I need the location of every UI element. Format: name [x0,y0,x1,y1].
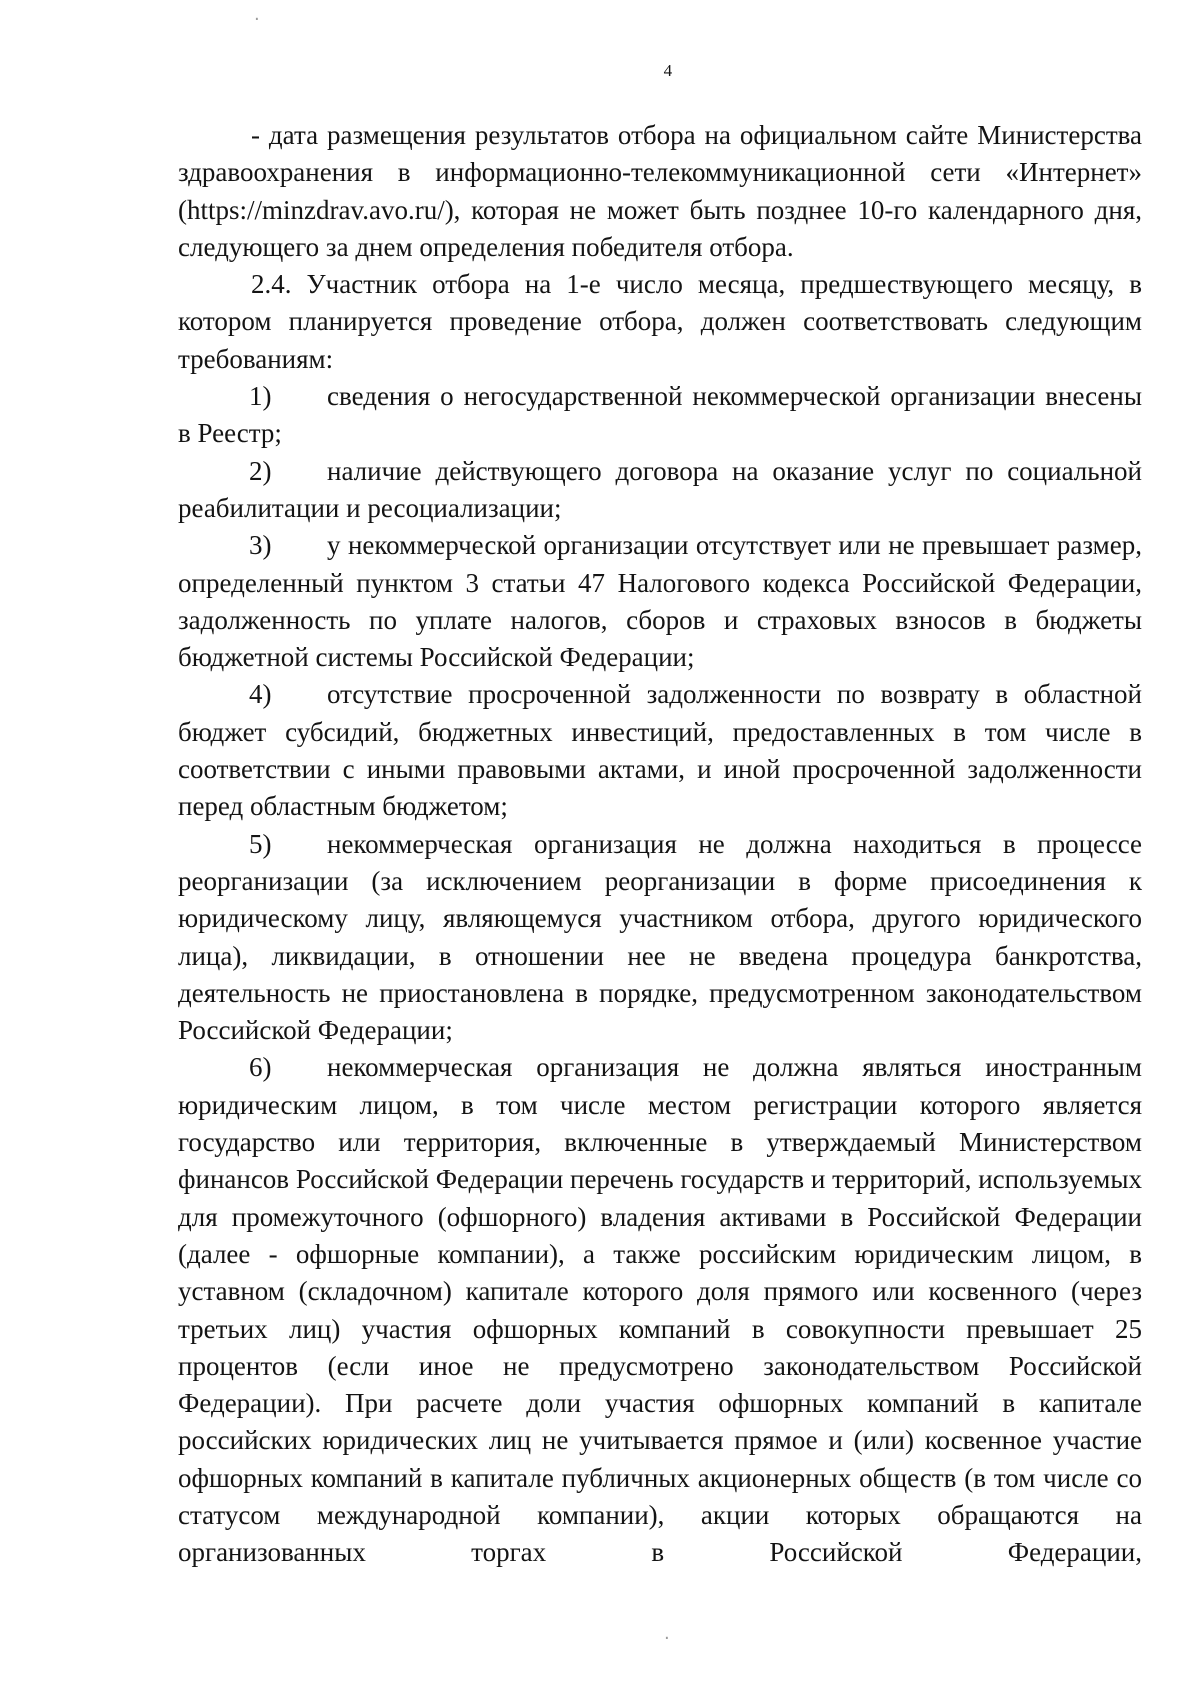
requirement-number: 4) [249,679,272,710]
requirement-item-2 [178,453,1142,528]
scan-mark-bottom: · [664,1628,670,1649]
requirement-text: у некоммерческой организации отсутствует или не превышает размер, определенный пунктом 3 статьи 47 Налогового кодекса Российской Федерации, задолженность по уплате налогов, сборов и страховых взносов в бюджеты бюджетной системы Российской Федерации; [178,530,1142,673]
requirement-number: 6) [249,1052,272,1083]
document-body [178,117,1142,1572]
requirement-number: 5) [249,828,272,859]
requirement-item-3 [178,527,1142,676]
requirement-text: некоммерческая организация не должна являться иностранным юридическим лицом, в том числе местом регистрации которого является государство или территория, включенные в утверждаемый Министерством финансов Российской Федерации перечень государств и территорий, используемых для промежуточного (офшорного) владения активами в Российской Федерации (далее - офшорные компании), а также российским юридическим лицом, в уставном (складочном) капитале которого доля прямого или косвенного (через третьих лиц) участия офшорных компаний в совокупности превышает 25 процентов (если иное не предусмотрено законодательством Российской Федерации). При расчете доли участия офшорных компаний в капитале российских юридических лиц не учитывается прямое и (или) косвенное участие офшорных компаний в капитале публичных акционерных обществ (в том числе со статусом международной компании), акции которых обращаются на организованных торгах в Российской Федерации, [178,1052,1142,1568]
requirement-item-1 [178,378,1142,453]
requirement-number: 3) [249,530,272,561]
page-number: 4 [663,61,673,80]
scan-mark-top: · [254,9,260,30]
requirement-text: отсутствие просроченной задолженности по возврату в областной бюджет субсидий, бюджетных инвестиций, предоставленных в том числе в соответствии с иными правовыми актами, и иной просроченной задолженности перед областным бюджетом; [178,679,1142,822]
section-2-4-paragraph: 2.4. Участник отбора на 1-е число месяца, предшествующего месяцу, в котором планируется проведение отбора, должен соответствовать следующим требованиям: [178,269,1142,374]
requirement-number: 1) [249,381,272,412]
requirement-item-6 [178,1049,1142,1571]
requirement-text: наличие действующего договора на оказание услуг по социальной реабилитации и ресоциализации; [178,455,1142,523]
requirement-number: 2) [249,455,272,486]
requirement-item-4 [178,676,1142,825]
requirement-text: сведения о негосударственной некоммерческой организации внесены в Реестр; [178,381,1142,449]
intro-bullet-paragraph: - дата размещения результатов отбора на официальном сайте Министерства здравоохранения в информационно-телекоммуникационной сети «Интернет» (https://minzdrav.avo.ru/), которая не может быть позднее 10-го календарного дня, следующего за днем определения победителя отбора. [178,120,1142,262]
requirement-text: некоммерческая организация не должна находиться в процессе реорганизации (за исключением реорганизации в форме присоединения к юридическому лицу, являющемуся участником отбора, другого юридического лица), ликвидации, в отношении нее не введена процедура банкротства, деятельность не приостановлена в порядке, предусмотренном законодательством Российской Федерации; [178,828,1142,1046]
requirement-item-5 [178,826,1142,1050]
